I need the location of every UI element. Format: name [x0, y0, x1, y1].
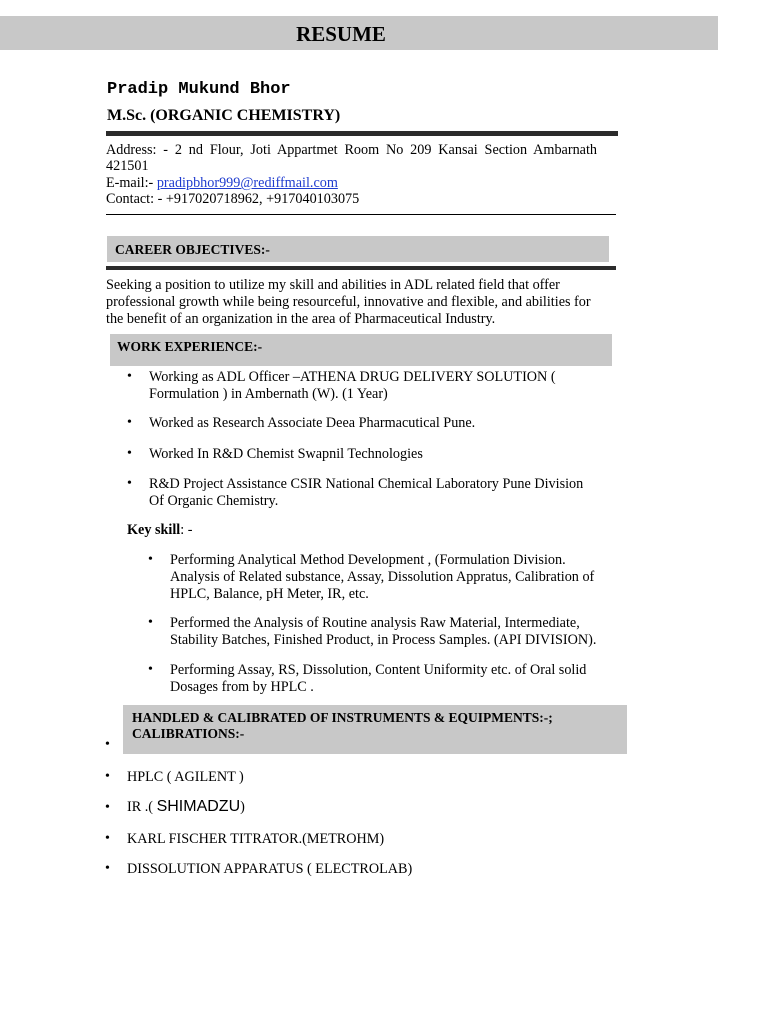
page-title: RESUME: [296, 22, 386, 46]
instrument-item: DISSOLUTION APPARATUS ( ELECTROLAB): [127, 861, 413, 877]
divider-career: [106, 266, 616, 270]
bullet: •: [148, 552, 153, 567]
instrument-brand: SHIMADZU: [156, 798, 241, 815]
bullet: •: [127, 446, 132, 461]
instruments-heading-line: CALIBRATIONS:-: [132, 726, 245, 741]
skill-item-line: Stability Batches, Finished Product, in Process Samples. (API DIVISION).: [170, 632, 597, 648]
bullet: •: [105, 831, 110, 846]
divider-thick: [106, 131, 618, 136]
career-line: Seeking a position to utilize my skill and abilities in ADL related field that offer: [106, 277, 560, 293]
career-line: professional growth while being resourceful, innovative and flexible, and abilities for: [106, 294, 591, 310]
skill-item-line: Dosages from by HPLC .: [170, 679, 314, 695]
instrument-item: [127, 798, 245, 816]
work-item: [149, 476, 583, 510]
key-skill-label: [127, 522, 192, 539]
bullet: •: [127, 369, 132, 384]
work-item-line: Working as ADL Officer –ATHENA DRUG DELIVERY SOLUTION (: [149, 369, 556, 385]
work-item: [149, 369, 556, 403]
candidate-name: Pradip Mukund Bhor: [107, 80, 291, 99]
career-heading: CAREER OBJECTIVES:-: [115, 242, 270, 257]
skill-item: [170, 615, 596, 649]
skill-item-line: Analysis of Related substance, Assay, Dissolution Appratus, Calibration of: [170, 569, 595, 585]
instrument-item: KARL FISCHER TITRATOR.(METROHM): [127, 831, 385, 847]
skill-item: [170, 552, 594, 603]
career-line: the benefit of an organization in the area of Pharmaceutical Industry.: [106, 311, 496, 327]
work-item-line: Of Organic Chemistry.: [149, 493, 279, 509]
address-line-1: Address: - 2 nd Flour, Joti Appartmet Room No 209 Kansai Section Ambarnath: [106, 142, 597, 158]
bullet: •: [127, 415, 132, 430]
instrument-text-tail: ): [240, 799, 245, 815]
skill-item-line: Performed the Analysis of Routine analysis Raw Material, Intermediate,: [170, 615, 580, 631]
address-line-2: 421501: [106, 158, 149, 174]
instrument-text: IR .(: [127, 799, 157, 815]
candidate-degree: M.Sc. (ORGANIC CHEMISTRY): [107, 107, 341, 124]
key-skill-suffix: : -: [180, 522, 193, 538]
work-item-line: R&D Project Assistance CSIR National Chemical Laboratory Pune Division: [149, 476, 584, 492]
skill-item-line: Performing Analytical Method Development , (Formulation Division.: [170, 552, 566, 568]
work-item: Worked In R&D Chemist Swapnil Technologies: [149, 446, 423, 462]
skill-item-line: Performing Assay, RS, Dissolution, Content Uniformity etc. of Oral solid: [170, 662, 587, 678]
email-link[interactable]: pradipbhor999@rediffmail.com: [156, 175, 338, 191]
instrument-item: HPLC ( AGILENT ): [127, 769, 244, 785]
bullet: •: [105, 769, 110, 784]
bullet: •: [105, 800, 110, 815]
work-item-line: Formulation ) in Ambernath (W). (1 Year): [149, 386, 388, 402]
work-heading: WORK EXPERIENCE:-: [117, 339, 263, 354]
skill-item-line: HPLC, Balance, pH Meter, IR, etc.: [170, 586, 369, 602]
divider-thin: [106, 214, 616, 215]
work-item: Worked as Research Associate Deea Pharmacutical Pune.: [149, 415, 476, 431]
bullet: •: [105, 861, 110, 876]
bullet: •: [105, 737, 110, 752]
skill-item: [170, 662, 586, 696]
key-skill-title: Key skill: [127, 522, 181, 538]
email-row: [106, 175, 338, 191]
bullet: •: [148, 662, 153, 677]
instruments-heading-line: HANDLED & CALIBRATED OF INSTRUMENTS & EQUIPMENTS:-;: [132, 710, 553, 725]
career-text: [106, 277, 618, 328]
bullet: •: [127, 476, 132, 491]
email-label: E-mail:-: [106, 175, 157, 191]
instruments-heading: [132, 710, 553, 742]
bullet: •: [148, 615, 153, 630]
contact-phone: Contact: - +917020718962, +917040103075: [106, 191, 360, 207]
